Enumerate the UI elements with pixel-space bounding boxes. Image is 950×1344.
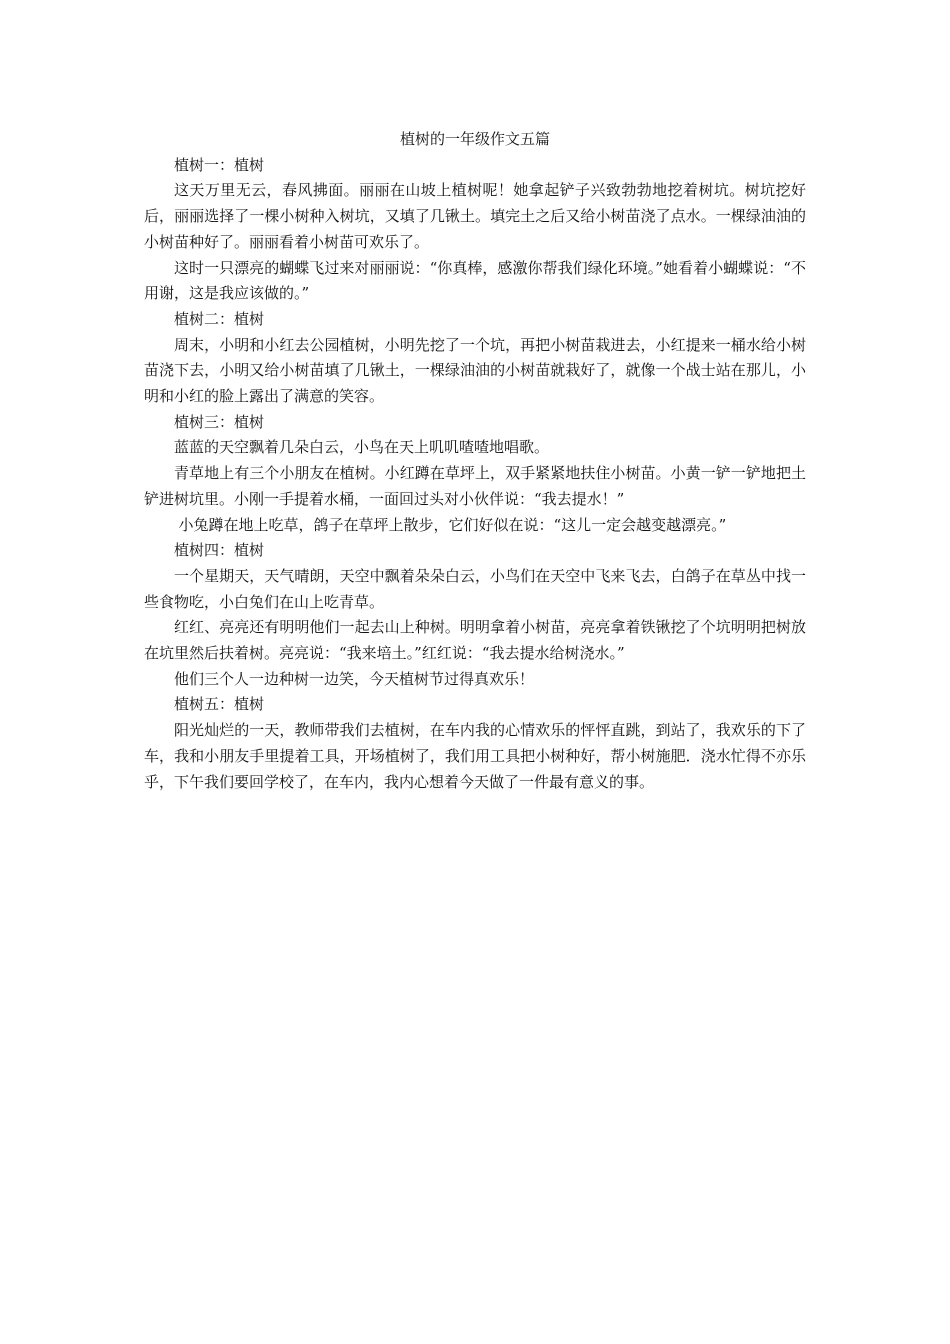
paragraph: 这时一只漂亮的蝴蝶飞过来对丽丽说：“你真棒，感激你帮我们绿化环境。”她看着小蝴蝶说：“不用谢，这是我应该做的。” (144, 258, 806, 303)
paragraph: 他们三个人一边种树一边笑，今天植树节过得真欢乐！ (174, 669, 535, 688)
paragraph: 这天万里无云，春风拂面。丽丽在山坡上植树呢！她拿起铲子兴致勃勃地挖着树坑。树坑挖好后，丽丽选择了一棵小树种入树坑，又填了几锹土。填完土之后又给小树苗浇了点水。一棵绿油油的小树苗种好了。丽丽看着小树苗可欢乐了。 (144, 181, 806, 251)
paragraph: 周末，小明和小红去公园植树，小明先挖了一个坑，再把小树苗栽进去，小红提来一桶水给小树苗浇下去，小明又给小树苗填了几锹土，一棵绿油油的小树苗就栽好了，就像一个战士站在那儿，小明和小红的脸上露出了满意的笑容。 (144, 335, 806, 406)
paragraph: 阳光灿烂的一天，教师带我们去植树，在车内我的心情欢乐的怦怦直跳，到站了，我欢乐的下了车，我和小朋友手里提着工具，开场植树了，我们用工具把小树种好，帮小树施肥．浇水忙得不亦乐乎，下午我们要回学校了，在车内，我内心想着今天做了一件最有意义的事。 (144, 721, 806, 791)
paragraph: 小兔蹲在地上吃草，鸽子在草坪上散步，它们好似在说：“这儿一定会越变越漂亮。” (178, 515, 727, 534)
section-heading-4: 植树四：植树 (174, 541, 265, 560)
paragraph: 红红、亮亮还有明明他们一起去山上种树。明明拿着小树苗，亮亮拿着铁锹挖了个坑明明把树放在坑里然后扶着树。亮亮说：“我来培土。”红红说：“我去提水给树浇水。” (144, 618, 806, 663)
section-heading-1: 植树一：植树 (174, 155, 265, 174)
paragraph: 蓝蓝的天空飘着几朵白云，小鸟在天上叽叽喳喳地唱歌。 (174, 438, 550, 457)
document-page (144, 127, 806, 795)
paragraph: 青草地上有三个小朋友在植树。小红蹲在草坪上，双手紧紧地扶住小树苗。小黄一铲一铲地把土铲进树坑里。小刚一手提着水桶，一面回过头对小伙伴说：“我去提水！” (144, 464, 806, 508)
section-heading-5: 植树五：植树 (174, 695, 265, 714)
document-title: 植树的一年级作文五篇 (399, 130, 550, 148)
section-heading-3: 植树三：植树 (174, 412, 265, 431)
paragraph: 一个星期天，天气晴朗，天空中飘着朵朵白云，小鸟们在天空中飞来飞去，白鸽子在草丛中找一些食物吃，小白兔们在山上吃青草。 (144, 566, 806, 611)
section-heading-2: 植树二：植树 (174, 309, 265, 328)
